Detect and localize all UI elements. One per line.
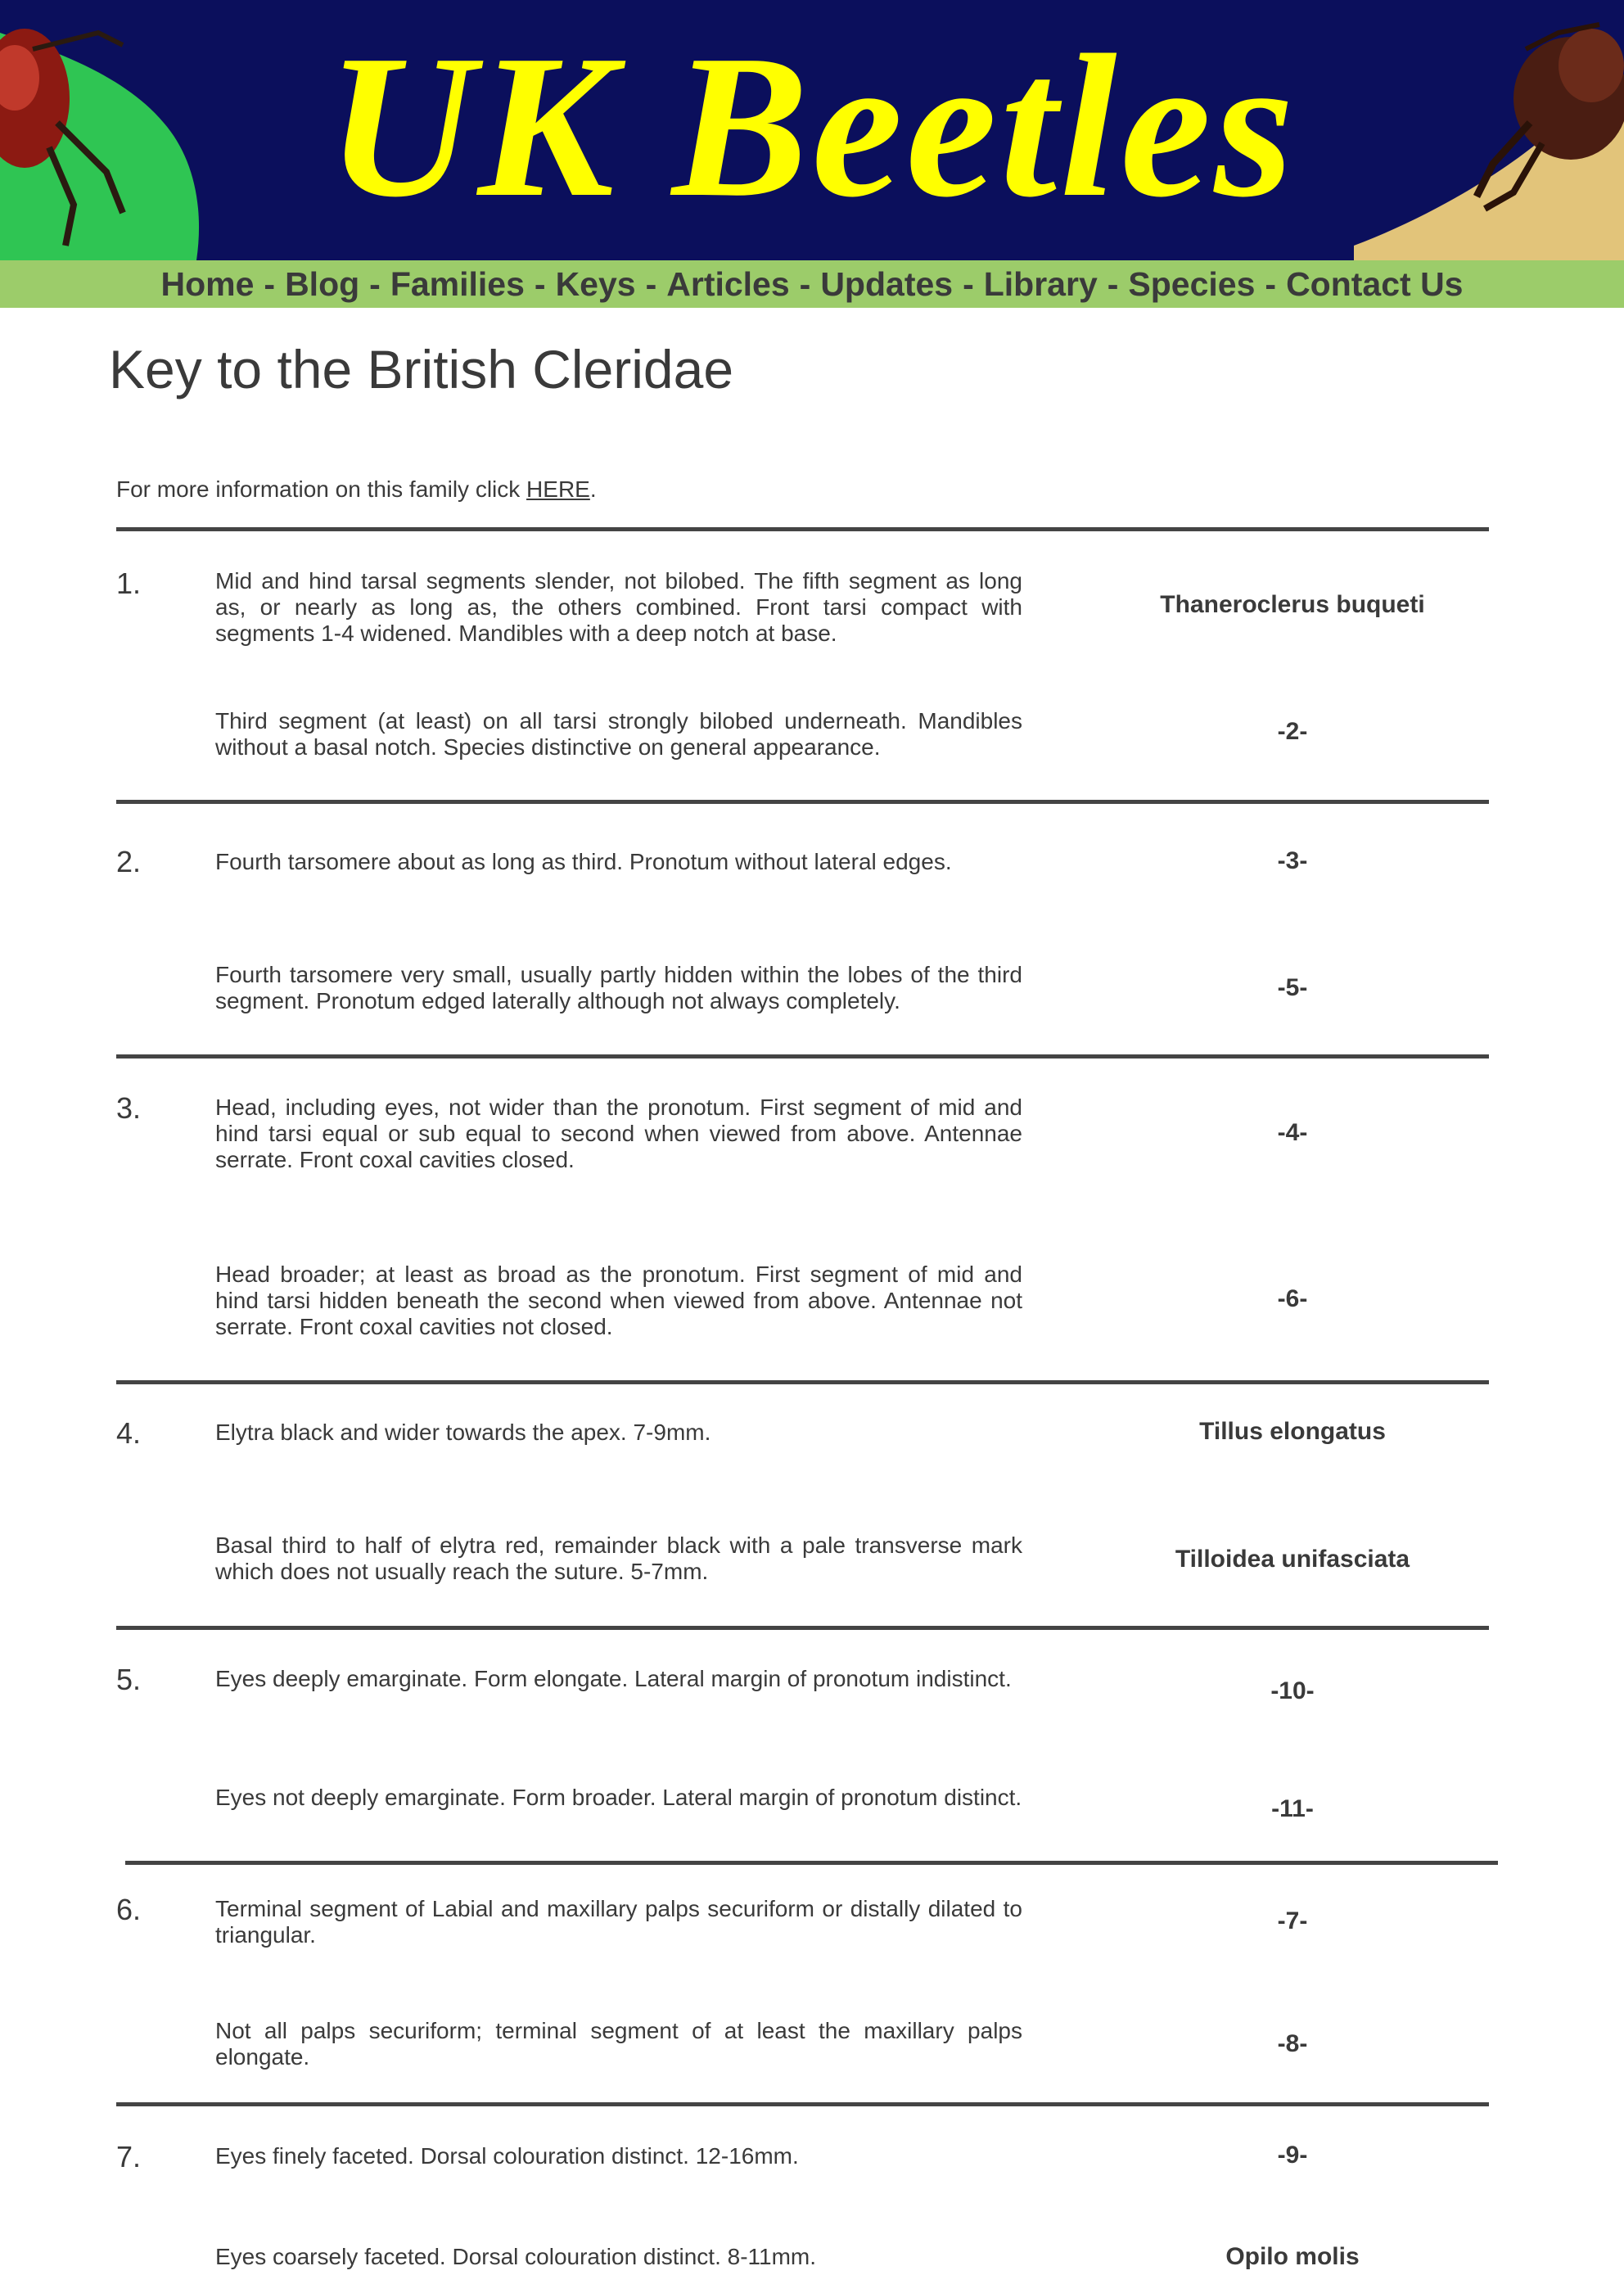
page-title: Key to the British Cleridae (109, 339, 734, 399)
couplet-result-b[interactable]: -2- (1277, 718, 1308, 745)
nav-separator: - (369, 265, 381, 303)
nav-blog[interactable]: Blog (285, 265, 360, 303)
couplet-lead-a: Head, including eyes, not wider than the pronotum. First segment of mid and hind tarsi equal or sub equal to second when viewed from above. Antennae serrate. Front coxal cavities closed. (215, 1095, 1022, 1172)
couplet-number: 7. (116, 2140, 142, 2173)
couplet-lead-a: Elytra black and wider towards the apex. 7-9mm. (215, 1420, 711, 1445)
couplet-lead-a: Eyes finely faceted. Dorsal colouration distinct. 12-16mm. (215, 2143, 799, 2169)
couplet-lead-b: Fourth tarsomere very small, usually partly hidden within the lobes of the third segment. Pronotum edged laterally although not always completely. (215, 962, 1022, 1013)
nav-separator: - (534, 265, 546, 303)
divider (116, 1380, 1489, 1384)
nav-home[interactable]: Home (160, 265, 255, 303)
couplet-lead-b: Third segment (at least) on all tarsi strongly bilobed underneath. Mandibles without a basal notch. Species distinctive on general appearance. (215, 708, 1022, 760)
couplet-result-a[interactable]: -10- (1270, 1677, 1315, 1704)
couplet-lead-a: Fourth tarsomere about as long as third. Pronotum without lateral edges. (215, 849, 952, 874)
couplet-lead-b: Head broader; at least as broad as the pronotum. First segment of mid and hind tarsi hidden beneath the second when viewed from above. Antennae not serrate. Front coxal cavities not closed. (215, 1262, 1022, 1339)
couplet-result-b[interactable]: -5- (1277, 974, 1308, 1001)
divider (116, 527, 1489, 531)
couplet-lead-b: Basal third to half of elytra red, remainder black with a pale transverse mark which does not usually reach the suture. 5-7mm. (215, 1532, 1022, 1584)
couplet-number: 1. (116, 566, 142, 600)
couplet-lead-a: Mid and hind tarsal segments slender, not bilobed. The fifth segment as long as, or nearly as long as, the others combined. Front tarsi compact with segments 1-4 widened. Mandibles with a deep notch at base. (215, 568, 1022, 646)
family-info-link[interactable]: HERE (526, 476, 590, 502)
nav-separator: - (264, 265, 276, 303)
nav-separator: - (645, 265, 657, 303)
couplet-result-b[interactable]: -6- (1277, 1285, 1308, 1312)
nav-separator: - (799, 265, 811, 303)
couplet-lead-b: Not all palps securiform; terminal segment of at least the maxillary palps elongate. (215, 2018, 1022, 2070)
couplet-result-a[interactable]: -9- (1277, 2142, 1308, 2169)
couplet-result-a[interactable]: Tillus elongatus (1199, 1418, 1386, 1445)
couplet-result-b[interactable]: Opilo molis (1225, 2243, 1360, 2270)
couplet-result-b[interactable]: Tilloidea unifasciata (1175, 1546, 1410, 1573)
couplet-number: 4. (116, 1416, 142, 1450)
couplet-result-a[interactable]: -7- (1277, 1907, 1308, 1934)
divider (125, 1861, 1498, 1865)
nav-updates[interactable]: Updates (820, 265, 954, 303)
couplet-lead-b: Eyes coarsely faceted. Dorsal colouration distinct. 8-11mm. (215, 2244, 817, 2269)
couplet-number: 5. (116, 1663, 142, 1696)
couplet-lead-a: Terminal segment of Labial and maxillary palps securiform or distally dilated to triangular. (215, 1896, 1022, 1948)
nav-families[interactable]: Families (390, 265, 525, 303)
couplet-result-a[interactable]: -3- (1277, 847, 1308, 874)
couplet-result-a[interactable]: -4- (1277, 1119, 1308, 1146)
nav-species[interactable]: Species (1128, 265, 1256, 303)
nav-separator: - (963, 265, 974, 303)
divider (116, 1626, 1489, 1630)
intro-suffix: . (589, 476, 597, 502)
couplet-result-b[interactable]: -8- (1277, 2030, 1308, 2057)
intro-prefix: For more information on this family click (116, 476, 527, 502)
site-title: UK Beetles (327, 13, 1297, 240)
divider (116, 1054, 1489, 1059)
main-nav (0, 260, 1624, 308)
nav-separator: - (1265, 265, 1277, 303)
nav-library[interactable]: Library (983, 265, 1098, 303)
intro-text (116, 476, 597, 503)
couplet-number: 2. (116, 845, 142, 878)
nav-keys[interactable]: Keys (555, 265, 636, 303)
couplet-lead-a: Eyes deeply emarginate. Form elongate. Lateral margin of pronotum indistinct. (215, 1666, 1012, 1691)
divider (116, 2102, 1489, 2106)
couplet-number: 6. (116, 1893, 142, 1926)
divider (116, 800, 1489, 804)
couplet-result-a[interactable]: Thaneroclerus buqueti (1160, 591, 1425, 618)
couplet-result-b[interactable]: -11- (1271, 1795, 1314, 1822)
site-banner (0, 0, 1624, 260)
nav-separator: - (1107, 265, 1119, 303)
nav-contact-us[interactable]: Contact Us (1286, 265, 1464, 303)
nav-articles[interactable]: Articles (666, 265, 790, 303)
couplet-number: 3. (116, 1091, 142, 1125)
couplet-lead-b: Eyes not deeply emarginate. Form broader. Lateral margin of pronotum distinct. (215, 1785, 1022, 1810)
